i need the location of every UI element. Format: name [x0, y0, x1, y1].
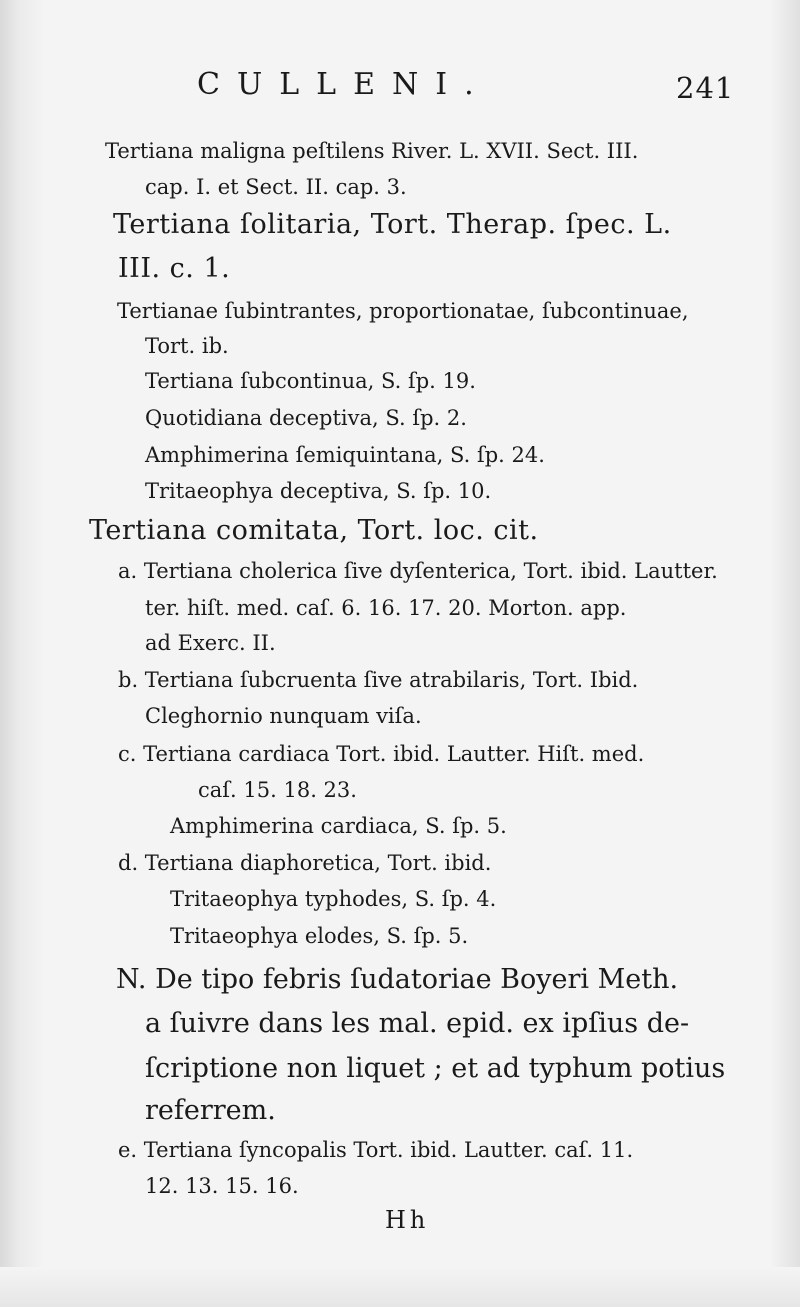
entry-heading: Tertiana ſolitaria, Tort. Therap. ſpec. L.: [113, 209, 672, 240]
text-line: Quotidiana deceptiva, S. ſp. 2.: [145, 406, 467, 430]
entry-heading-continued: III. c. 1.: [118, 253, 231, 284]
text-line: a. Tertiana cholerica ſive dyſenterica, Tort. ibid. Lautter.: [118, 559, 718, 583]
text-line: ter. hiſt. med. caſ. 6. 16. 17. 20. Morton. app.: [145, 596, 627, 620]
text-line: Tritaeophya elodes, S. ſp. 5.: [170, 924, 469, 948]
text-line: c. Tertiana cardiaca Tort. ibid. Lautter. Hiſt. med.: [118, 742, 645, 766]
text-line: Cleghornio nunquam viſa.: [145, 704, 422, 728]
signature-mark: Hh: [385, 1206, 430, 1234]
text-line: Amphimerina ſemiquintana, S. ſp. 24.: [145, 443, 545, 467]
text-line: d. Tertiana diaphoretica, Tort. ibid.: [118, 851, 492, 875]
scan-shadow-bottom: [0, 1267, 800, 1307]
text-line: Tertiana ſubcontinua, S. ſp. 19.: [145, 369, 476, 393]
note-line: ſcriptione non liquet ; et ad typhum potius: [145, 1053, 726, 1084]
note-line: a ſuivre dans les mal. epid. ex ipſius de-: [145, 1008, 690, 1039]
text-line: Amphimerina cardiaca, S. ſp. 5.: [170, 814, 507, 838]
note-line: referrem.: [145, 1095, 276, 1126]
scan-shadow-right: [770, 0, 800, 1307]
page-number: 241: [676, 71, 735, 105]
text-line: Tertiana maligna peſtilens River. L. XVII. Sect. III.: [105, 139, 639, 163]
text-line: Tertianae ſubintrantes, proportionatae, ſubcontinuae,: [117, 299, 689, 323]
note-line: N. De tipo febris ſudatoriae Boyeri Meth.: [116, 964, 679, 995]
running-header-title: CULLENI.: [197, 67, 491, 102]
text-line: Tritaeophya deceptiva, S. ſp. 10.: [145, 479, 492, 503]
scan-shadow-left: [0, 0, 44, 1307]
text-line: Tort. ib.: [145, 334, 229, 358]
text-line: b. Tertiana ſubcruenta ſive atrabilaris, Tort. Ibid.: [118, 668, 639, 692]
text-line: ad Exerc. II.: [145, 631, 276, 655]
text-line: cap. I. et Sect. II. cap. 3.: [145, 175, 407, 199]
entry-heading: Tertiana comitata, Tort. loc. cit.: [89, 515, 539, 546]
text-line: e. Tertiana ſyncopalis Tort. ibid. Lautter. caſ. 11.: [118, 1138, 634, 1162]
text-line: 12. 13. 15. 16.: [145, 1174, 299, 1198]
text-line: Tritaeophya typhodes, S. ſp. 4.: [170, 887, 497, 911]
text-line: caſ. 15. 18. 23.: [198, 778, 357, 802]
